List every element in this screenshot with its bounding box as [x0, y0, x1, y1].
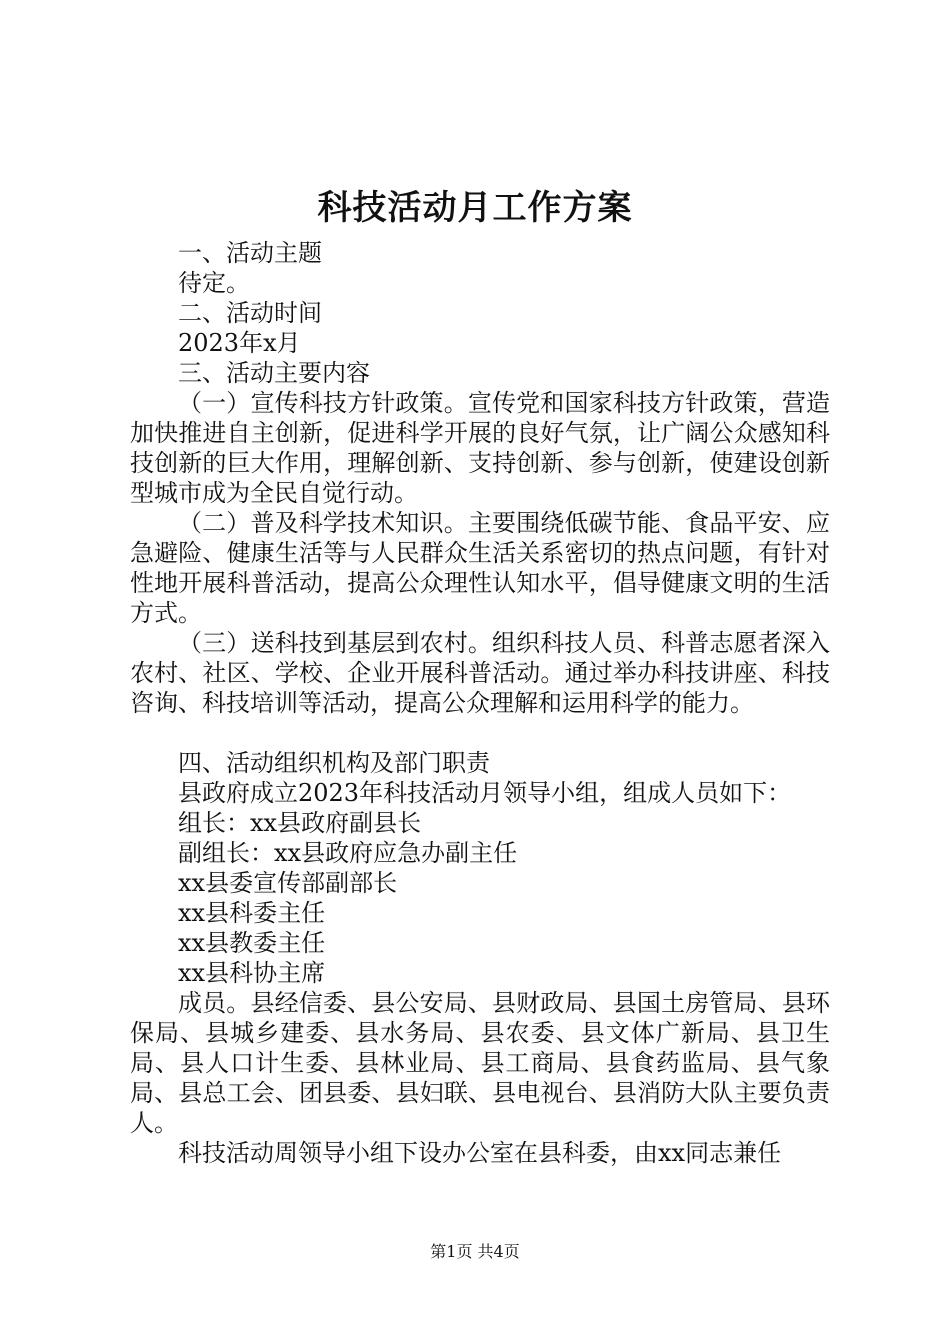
page-footer: 第1页 共4页: [430, 1242, 520, 1261]
group-deputy-text-5: xx县科协主席: [178, 959, 326, 987]
group-intro-text: 县政府成立2023年科技活动月领导小组，组成人员如下：: [178, 779, 792, 807]
time-text: 2023年x月: [178, 329, 301, 357]
group-leader-text: 组长：xx县政府副县长: [178, 809, 422, 837]
content-paragraph-3: （三）送科技到基层到农村。组织科技人员、科普志愿者深入农村、社区、学校、企业开展科普活动。通过举办科技讲座、科技咨询、科技培训等活动，提高公众理解和运用科学的能力。: [130, 629, 830, 717]
content-paragraph-1: （一）宣传科技方针政策。宣传党和国家科技方针政策，营造加快推进自主创新，促进科学开展的良好气氛，让广阔公众感知科技创新的巨大作用，理解创新、支持创新、参与创新，使建设创新型城市成为全民自觉行动。: [130, 389, 830, 507]
group-members-paragraph: 成员。县经信委、县公安局、县财政局、县国土房管局、县环保局、县城乡建委、县水务局、县农委、县文体广新局、县卫生局、县人口计生委、县林业局、县工商局、县食药监局、县气象局、县总工会、团县委、县妇联、县电视台、县消防大队主要负责人。: [130, 989, 830, 1137]
group-deputy-text-4: xx县教委主任: [178, 929, 326, 957]
document-body: [130, 238, 830, 1168]
content-paragraph-2: （二）普及科学技术知识。主要围绕低碳节能、食品平安、应急避险、健康生活等与人民群众生活关系密切的热点问题，有针对性地开展科普活动，提高公众理性认知水平，倡导健康文明的生活方式。: [130, 509, 830, 627]
group-deputy-text-3: xx县科委主任: [178, 899, 326, 927]
theme-text: 待定。: [178, 269, 250, 297]
section-heading-theme: 一、活动主题: [178, 239, 322, 267]
office-paragraph: 科技活动周领导小组下设办公室在县科委，由xx同志兼任: [178, 1139, 782, 1167]
group-deputy-text-2: xx县委宣传部副部长: [178, 869, 398, 897]
section-heading-organization: 四、活动组织机构及部门职责: [178, 749, 490, 777]
document-title: 科技活动月工作方案: [317, 188, 633, 228]
section-heading-time: 二、活动时间: [178, 299, 322, 327]
group-deputy-text: 副组长：xx县政府应急办副主任: [178, 839, 518, 867]
paragraph-gap: [130, 718, 830, 748]
section-heading-content: 三、活动主要内容: [178, 359, 370, 387]
